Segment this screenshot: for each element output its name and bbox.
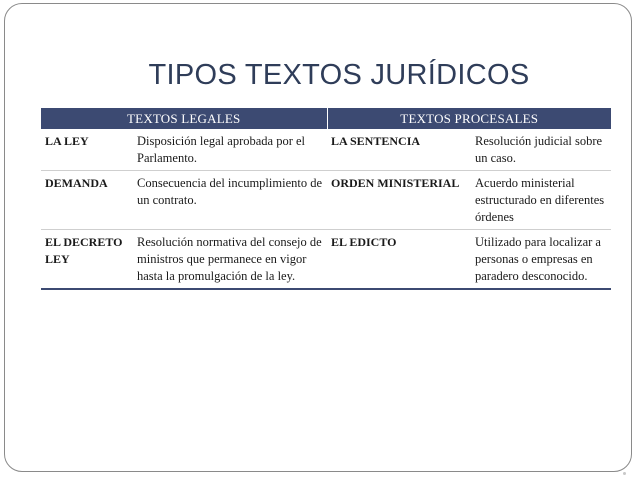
procedural-description-cell: Resolución judicial sobre un caso.: [471, 129, 611, 171]
legal-term-cell: EL DECRETO LEY: [41, 230, 133, 290]
legal-description-cell: Consecuencia del incumplimiento de un contrato.: [133, 171, 327, 230]
procedural-description-cell: Acuerdo ministerial estructurado en diferentes órdenes: [471, 171, 611, 230]
slide-title: TIPOS TEXTOS JURÍDICOS: [148, 59, 530, 91]
table-header-row: [41, 108, 611, 129]
header-legal-texts: TEXTOS LEGALES: [41, 108, 327, 129]
legal-term-cell: LA LEY: [41, 129, 133, 171]
table-row: [41, 171, 611, 230]
legal-description-cell: Disposición legal aprobada por el Parlamento.: [133, 129, 327, 171]
header-procedural-texts: TEXTOS PROCESALES: [327, 108, 611, 129]
procedural-term-cell: EL EDICTO: [327, 230, 471, 290]
table-row: [41, 230, 611, 290]
legal-texts-table: [41, 108, 611, 290]
table-row: [41, 129, 611, 171]
slide-corner-dot: [623, 472, 626, 475]
procedural-description-cell: Utilizado para localizar a personas o empresas en paradero desconocido.: [471, 230, 611, 290]
procedural-term-cell: ORDEN MINISTERIAL: [327, 171, 471, 230]
legal-description-cell: Resolución normativa del consejo de ministros que permanece en vigor hasta la promulgación de la ley.: [133, 230, 327, 290]
procedural-term-cell: LA SENTENCIA: [327, 129, 471, 171]
legal-term-cell: DEMANDA: [41, 171, 133, 230]
slide-frame: [4, 3, 632, 472]
